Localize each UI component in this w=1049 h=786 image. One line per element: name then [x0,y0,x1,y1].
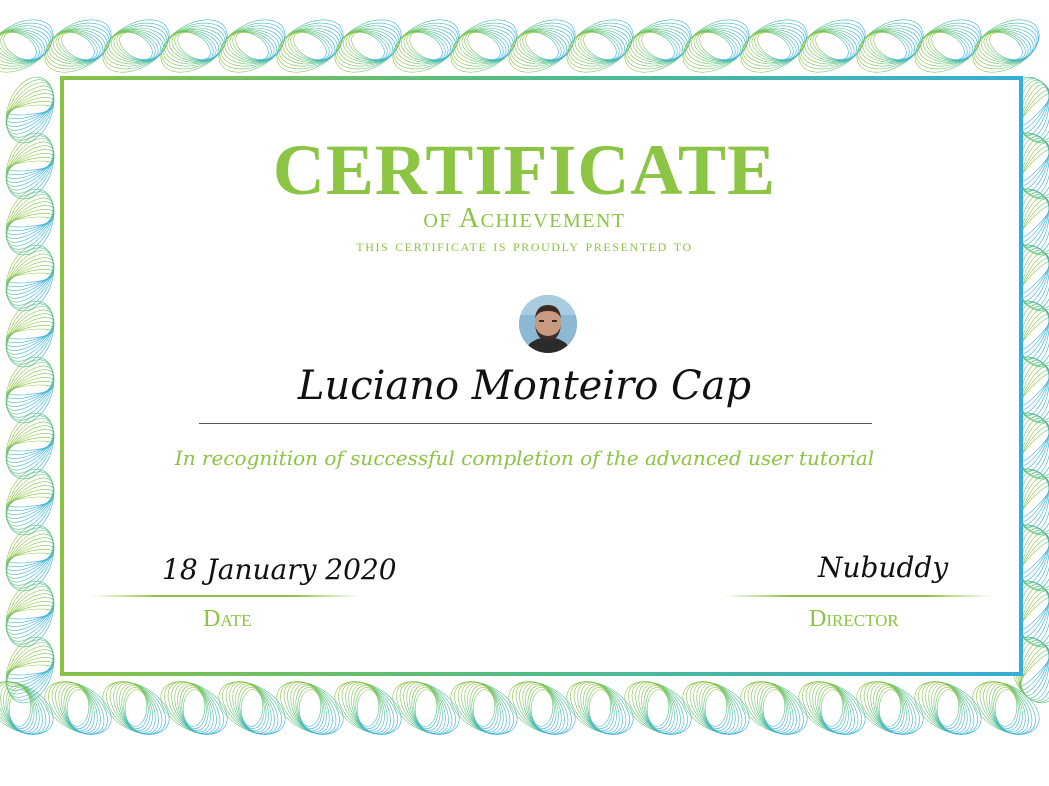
border-motif [616,9,700,83]
certificate-title: CERTIFICATE [272,130,777,210]
border-motif [384,671,468,745]
director-signature-line [722,595,994,597]
border-motif [964,671,1048,745]
border-motif [732,671,816,745]
border-motif [0,9,62,83]
border-motif [36,9,120,83]
date-label: Date [203,606,252,632]
border-motif [268,671,352,745]
recipient-photo-icon [519,295,577,353]
border-motif [326,9,410,83]
border-motif [674,671,758,745]
border-motif [326,671,410,745]
border-motif [790,671,874,745]
border-motif [500,671,584,745]
avatar [519,295,577,353]
presented-to-line: this certificate is proudly presented to [356,236,693,255]
border-motif [210,671,294,745]
border-motif [790,9,874,83]
border-motif [442,671,526,745]
border-motif [210,9,294,83]
border-motif [732,9,816,83]
border-motif [152,671,236,745]
border-motif [152,9,236,83]
date-value: 18 January 2020 [162,553,397,586]
recognition-text: In recognition of successful completion of the advanced user tutorial [174,446,875,470]
date-signature-line [90,595,360,597]
border-motif [558,9,642,83]
border-motif [616,671,700,745]
name-underline [199,423,872,424]
border-motif [442,9,526,83]
certificate-subtitle: of Achievement [423,203,626,234]
border-motif [964,9,1048,83]
border-motif [384,9,468,83]
border-motif [848,671,932,745]
border-motif [0,631,63,710]
border-motif [558,671,642,745]
border-motif [500,9,584,83]
border-motif [268,9,352,83]
border-motif [94,9,178,83]
recipient-name: Luciano Monteiro Cap [297,363,752,409]
border-motif [674,9,758,83]
director-signature: Nubuddy [818,551,949,584]
director-label: Director [809,606,899,632]
border-motif [94,671,178,745]
border-motif [848,9,932,83]
border-motif [906,671,990,745]
border-motif [906,9,990,83]
